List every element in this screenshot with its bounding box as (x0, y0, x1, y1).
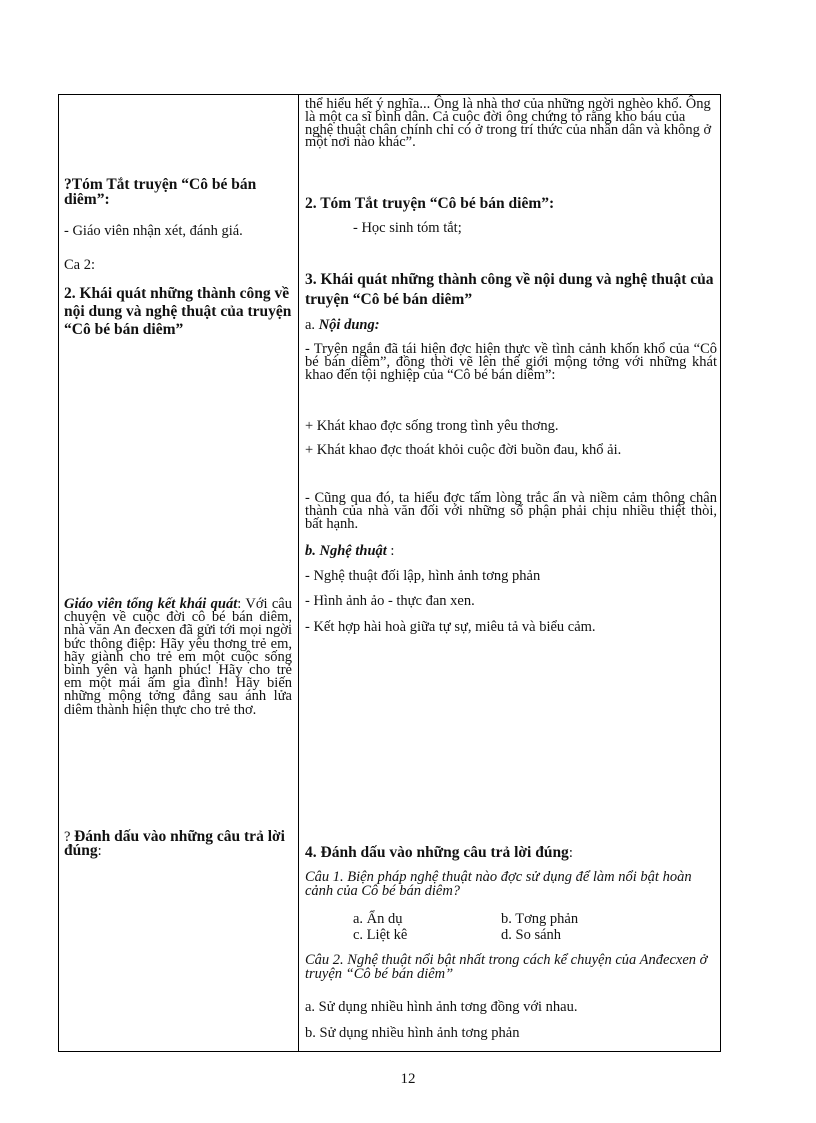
teacher-summary-label: Giáo viên tổng kết khái quát (64, 596, 238, 612)
art-paragraph-3: - Kết hợp hài hoà giữa tự sự, miêu tả và biểu cảm. (305, 619, 596, 635)
art-paragraph-1: - Nghệ thuật đối lập, hình ảnh tơng phản (305, 568, 541, 584)
content-paragraph-2: + Khát khao đợc sống trong tình yêu thơng. (305, 418, 559, 434)
section-4-heading-text: 4. Đánh dấu vào những câu trả lời đúng (305, 844, 569, 861)
student-column (305, 95, 717, 1051)
content-heading (305, 319, 717, 332)
content-label: Nội dung: (318, 317, 380, 333)
question-2-option-a: a. Sử dụng nhiều hình ảnh tơng đồng với nhau. (305, 999, 578, 1015)
question-suffix: : (97, 843, 102, 859)
teacher-review: - Giáo viên nhận xét, đánh giá. (64, 223, 243, 239)
section-3-heading: 3. Khái quát những thành công về nội dung và nghệ thuật của truyện “Cô bé bán diêm” (305, 271, 714, 308)
section-4-suffix: : (568, 845, 573, 861)
option-b: b. Tơng phản (501, 911, 579, 927)
intro-text: thể hiểu hết ý nghĩa... Ông là nhà thơ của những ngời nghèo khổ. Ông là một ca sĩ bình dân. Cả cuộc đời ông chứng tỏ rằng kho báu của nghệ thuật chân chính chỉ có ở trong trí thức của nhân dân và không ở một nơi nào khác”. (305, 96, 712, 151)
teacher-summary (64, 598, 292, 717)
option-d: d. So sánh (501, 927, 562, 943)
column-divider (298, 95, 299, 1051)
summary-heading: 2. Tóm Tắt truyện “Cô bé bán diêm”: (305, 195, 555, 212)
option-a: a. Ẩn dụ (353, 911, 403, 927)
teacher-summary-text: : Với câu chuyện về cuộc đời cô bé bán diêm, nhà văn An đecxen đã gửi tới mọi ngời bức thông điệp: Hãy yêu thơng trẻ em, hãy giành cho trẻ em một cuộc sống bình yên và hạnh phúc! Hãy cho trẻ em một mái ấm gia đình! Hãy biến những mộng tởng đẳng sau ánh lửa diêm thành hiện thực cho trẻ thơ. (64, 596, 292, 718)
question-2-option-b: b. Sử dụng nhiều hình ảnh tơng phản (305, 1025, 520, 1041)
section-4-heading (305, 846, 717, 860)
content-prefix: a. (305, 317, 319, 333)
question-1: Câu 1. Biện pháp nghệ thuật nào đợc sử dụng để làm nổi bật hoàn cảnh của Cô bé bán diêm? (305, 869, 692, 899)
question-mark-text: Đánh dấu vào những câu trả lời đúng (64, 828, 285, 859)
lesson-table (58, 94, 721, 1052)
content-paragraph-1: - Tryện ngắn đã tái hiện đợc hiện thực về tình cảnh khốn khổ của “Cô bé bán diêm”, đồng thời vẽ lên thế giới mộng tởng với những khát khao đến tội nghiệp của “Cô bé bán diêm”: (305, 341, 717, 383)
option-c: c. Liệt kê (353, 927, 408, 943)
question-1-options-row-1 (305, 913, 717, 926)
section-2-heading: 2. Khái quát những thành công về nội dung và nghệ thuật của truyện “Cô bé bán diêm” (64, 285, 292, 338)
question-prefix: ? (64, 829, 75, 845)
question-summary: ?Tóm Tắt truyện “Cô bé bán diêm”: (64, 176, 257, 208)
content-paragraph-4: - Cũng qua đó, ta hiểu đợc tấm lòng trắc ẩn và niềm cảm thông chân thành của nhà văn đối với những số phận phải chịu nhiều thiệt thòi, bất hạnh. (305, 490, 717, 532)
question-mark-answers (64, 830, 292, 858)
content-paragraph-3: + Khát khao đợc thoát khỏi cuộc đời buồn đau, khổ ải. (305, 442, 622, 458)
period-label: Ca 2: (64, 257, 96, 273)
question-1-options-row-2 (305, 929, 717, 942)
student-summary: - Học sinh tóm tắt; (353, 220, 462, 236)
question-2: Câu 2. Nghệ thuật nổi bật nhất trong cách kể chuyện của Anđecxen ở truyện “Cô bé bán diêm” (305, 952, 708, 982)
teacher-column (64, 95, 292, 1051)
art-heading (305, 545, 717, 558)
art-label: b. Nghệ thuật (305, 543, 387, 559)
page-number: 12 (400, 1071, 416, 1087)
art-paragraph-2: - Hình ảnh ảo - thực đan xen. (305, 593, 475, 609)
art-suffix: : (386, 543, 395, 559)
